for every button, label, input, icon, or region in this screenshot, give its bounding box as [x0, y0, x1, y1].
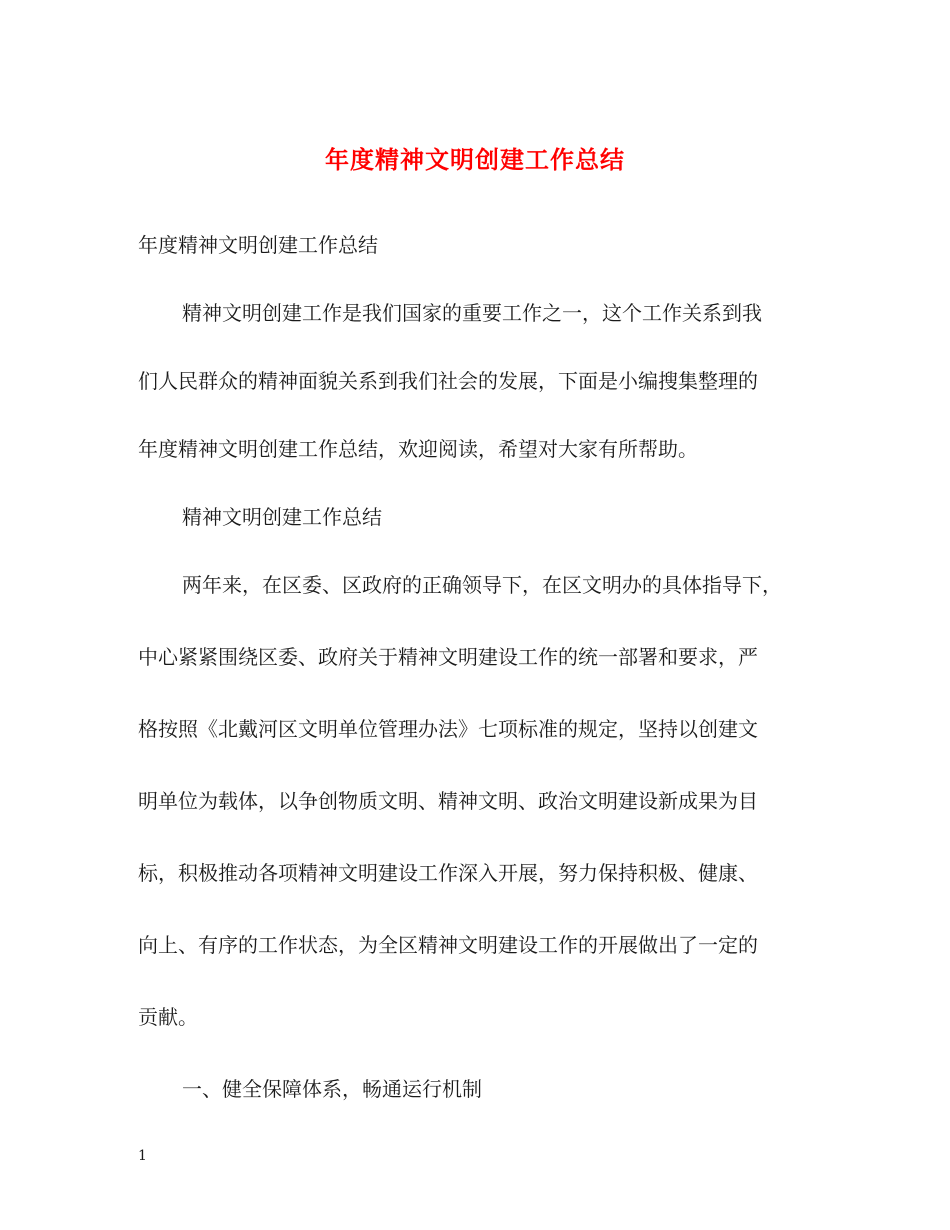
body-line: 贡献。 — [138, 1005, 198, 1029]
intro-line: 们人民群众的精神面貌关系到我们社会的发展，下面是小编搜集整理的 — [138, 369, 758, 393]
body-line: 明单位为载体，以争创物质文明、精神文明、政治文明建设新成果为目 — [138, 789, 758, 813]
document-subtitle: 年度精神文明创建工作总结 — [138, 233, 378, 257]
intro-line: 精神文明创建工作是我们国家的重要工作之一，这个工作关系到我 — [182, 301, 762, 325]
body-line: 中心紧紧围绕区委、政府关于精神文明建设工作的统一部署和要求，严 — [138, 645, 758, 669]
page-number: 1 — [138, 1148, 147, 1164]
intro-line: 年度精神文明创建工作总结，欢迎阅读，希望对大家有所帮助。 — [138, 437, 698, 461]
body-line: 格按照《北戴河区文明单位管理办法》七项标准的规定，坚持以创建文 — [138, 717, 758, 741]
body-line: 标，积极推动各项精神文明建设工作深入开展，努力保持积极、健康、 — [138, 861, 758, 885]
subheading: 一、健全保障体系，畅通运行机制 — [182, 1077, 482, 1101]
document-title: 年度精神文明创建工作总结 — [325, 145, 625, 174]
document-body — [138, 226, 828, 1108]
body-line: 向上、有序的工作状态，为全区精神文明建设工作的开展做出了一定的 — [138, 933, 758, 957]
section-heading: 精神文明创建工作总结 — [182, 505, 382, 529]
body-line: 两年来，在区委、区政府的正确领导下，在区文明办的具体指导下， — [182, 573, 782, 597]
